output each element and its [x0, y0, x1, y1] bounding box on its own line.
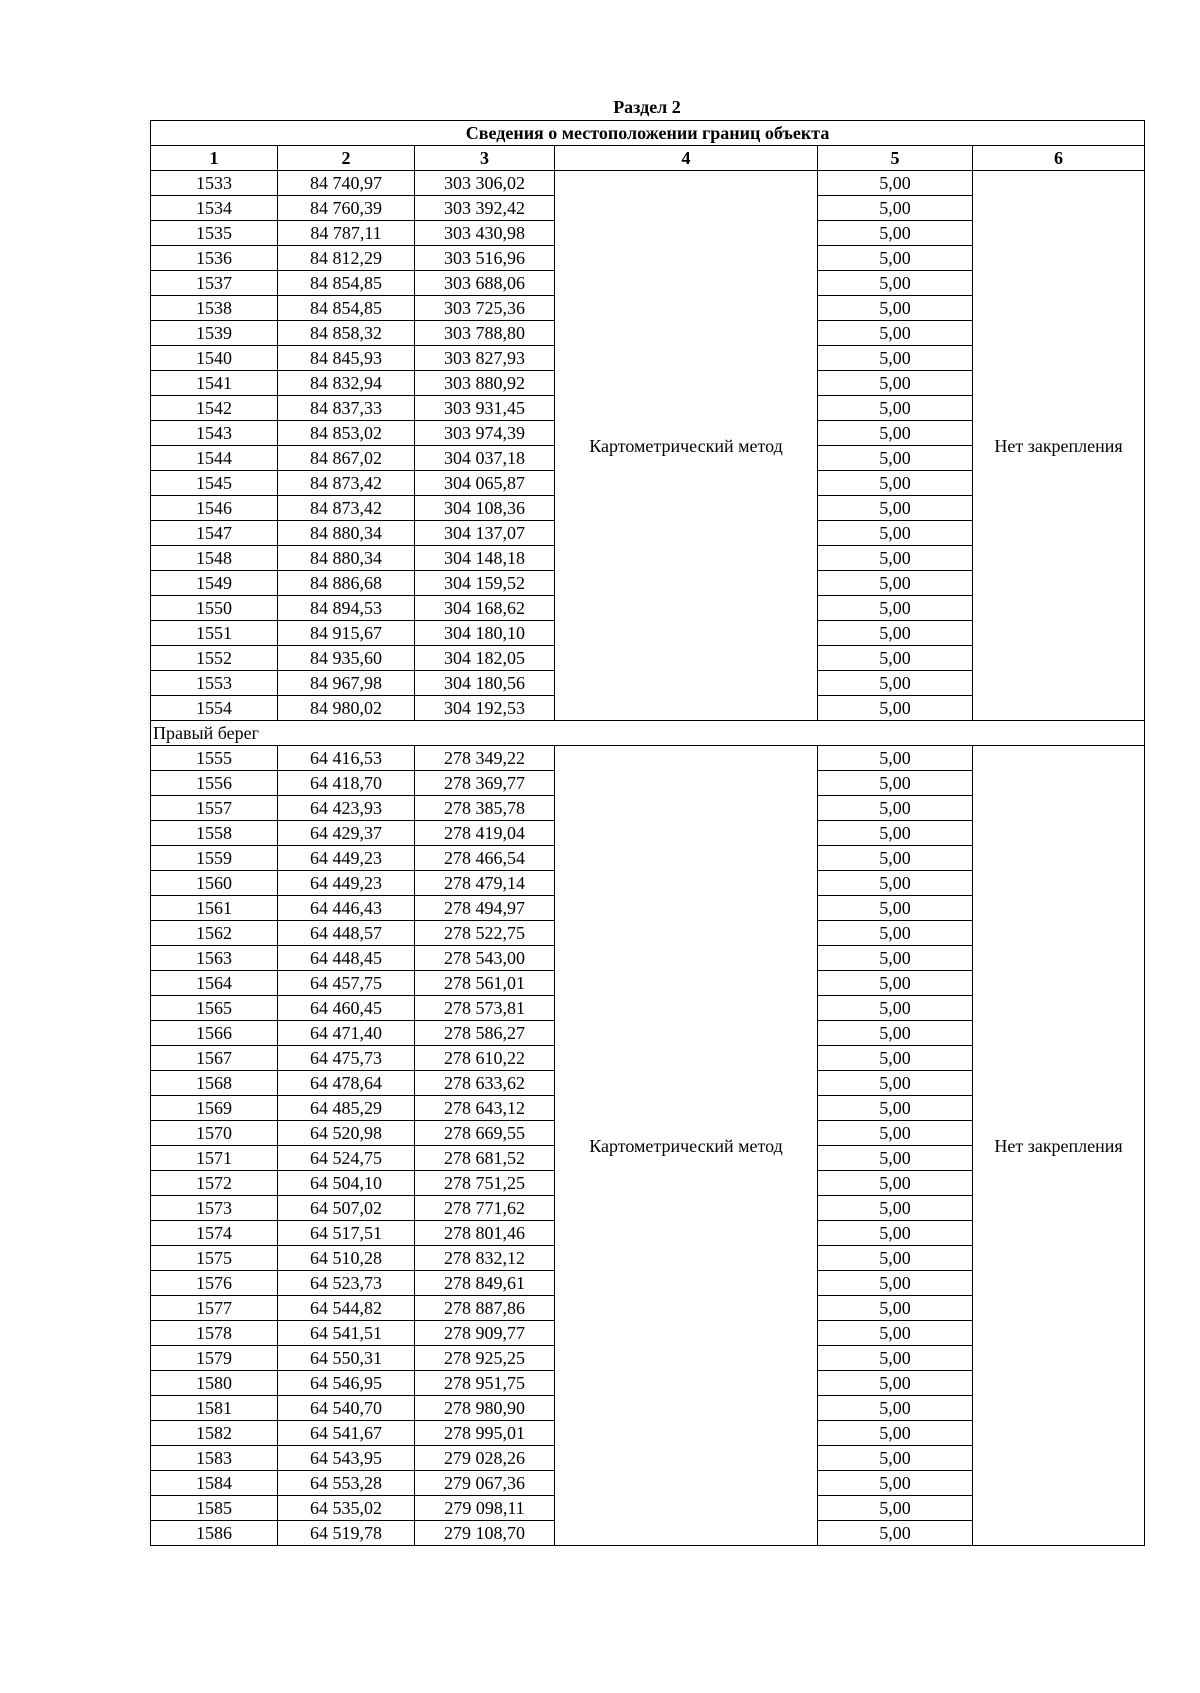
point-number-cell: 1553	[151, 671, 278, 696]
accuracy-cell: 5,00	[818, 271, 973, 296]
fixing-cell: Нет закрепления	[973, 171, 1145, 721]
point-number-cell: 1578	[151, 1321, 278, 1346]
point-number-cell: 1579	[151, 1346, 278, 1371]
group-label-row	[151, 721, 1145, 746]
x-coordinate-cell: 64 449,23	[278, 871, 415, 896]
x-coordinate-cell: 64 416,53	[278, 746, 415, 771]
y-coordinate-cell: 278 522,75	[415, 921, 555, 946]
point-number-cell: 1544	[151, 446, 278, 471]
y-coordinate-cell: 278 586,27	[415, 1021, 555, 1046]
point-number-cell: 1546	[151, 496, 278, 521]
point-number-cell: 1556	[151, 771, 278, 796]
y-coordinate-cell: 303 974,39	[415, 421, 555, 446]
x-coordinate-cell: 84 894,53	[278, 596, 415, 621]
y-coordinate-cell: 278 466,54	[415, 846, 555, 871]
accuracy-cell: 5,00	[818, 1246, 973, 1271]
x-coordinate-cell: 84 880,34	[278, 546, 415, 571]
point-number-cell: 1571	[151, 1146, 278, 1171]
point-number-cell: 1575	[151, 1246, 278, 1271]
x-coordinate-cell: 64 546,95	[278, 1371, 415, 1396]
x-coordinate-cell: 84 812,29	[278, 246, 415, 271]
point-number-cell: 1584	[151, 1471, 278, 1496]
y-coordinate-cell: 278 349,22	[415, 746, 555, 771]
x-coordinate-cell: 64 543,95	[278, 1446, 415, 1471]
accuracy-cell: 5,00	[818, 646, 973, 671]
y-coordinate-cell: 278 494,97	[415, 896, 555, 921]
accuracy-cell: 5,00	[818, 1271, 973, 1296]
x-coordinate-cell: 64 471,40	[278, 1021, 415, 1046]
x-coordinate-cell: 84 740,97	[278, 171, 415, 196]
y-coordinate-cell: 279 067,36	[415, 1471, 555, 1496]
point-number-cell: 1548	[151, 546, 278, 571]
y-coordinate-cell: 278 887,86	[415, 1296, 555, 1321]
x-coordinate-cell: 64 519,78	[278, 1521, 415, 1546]
x-coordinate-cell: 84 867,02	[278, 446, 415, 471]
accuracy-cell: 5,00	[818, 1196, 973, 1221]
accuracy-cell: 5,00	[818, 1421, 973, 1446]
point-number-cell: 1558	[151, 821, 278, 846]
point-number-cell: 1534	[151, 196, 278, 221]
point-number-cell: 1542	[151, 396, 278, 421]
accuracy-cell: 5,00	[818, 596, 973, 621]
accuracy-cell: 5,00	[818, 1471, 973, 1496]
y-coordinate-cell: 278 543,00	[415, 946, 555, 971]
y-coordinate-cell: 278 909,77	[415, 1321, 555, 1346]
accuracy-cell: 5,00	[818, 1121, 973, 1146]
accuracy-cell: 5,00	[818, 671, 973, 696]
y-coordinate-cell: 278 849,61	[415, 1271, 555, 1296]
table-title-row	[151, 121, 1145, 146]
accuracy-cell: 5,00	[818, 171, 973, 196]
y-coordinate-cell: 304 192,53	[415, 696, 555, 721]
x-coordinate-cell: 84 873,42	[278, 496, 415, 521]
accuracy-cell: 5,00	[818, 1446, 973, 1471]
accuracy-cell: 5,00	[818, 771, 973, 796]
point-number-cell: 1577	[151, 1296, 278, 1321]
method-cell: Картометрический метод	[555, 171, 818, 721]
accuracy-cell: 5,00	[818, 1371, 973, 1396]
point-number-cell: 1550	[151, 596, 278, 621]
x-coordinate-cell: 84 880,34	[278, 521, 415, 546]
point-number-cell: 1537	[151, 271, 278, 296]
point-number-cell: 1535	[151, 221, 278, 246]
point-number-cell: 1586	[151, 1521, 278, 1546]
accuracy-cell: 5,00	[818, 546, 973, 571]
accuracy-cell: 5,00	[818, 946, 973, 971]
column-header: 4	[555, 146, 818, 171]
x-coordinate-cell: 64 449,23	[278, 846, 415, 871]
point-number-cell: 1538	[151, 296, 278, 321]
table-title: Сведения о местоположении границ объекта	[151, 121, 1145, 146]
column-header: 1	[151, 146, 278, 171]
y-coordinate-cell: 278 369,77	[415, 771, 555, 796]
x-coordinate-cell: 64 457,75	[278, 971, 415, 996]
accuracy-cell: 5,00	[818, 846, 973, 871]
x-coordinate-cell: 84 845,93	[278, 346, 415, 371]
x-coordinate-cell: 84 873,42	[278, 471, 415, 496]
y-coordinate-cell: 278 610,22	[415, 1046, 555, 1071]
point-number-cell: 1551	[151, 621, 278, 646]
accuracy-cell: 5,00	[818, 496, 973, 521]
table-body	[151, 121, 1145, 1546]
y-coordinate-cell: 278 385,78	[415, 796, 555, 821]
x-coordinate-cell: 64 553,28	[278, 1471, 415, 1496]
y-coordinate-cell: 304 148,18	[415, 546, 555, 571]
x-coordinate-cell: 64 418,70	[278, 771, 415, 796]
x-coordinate-cell: 64 429,37	[278, 821, 415, 846]
y-coordinate-cell: 303 688,06	[415, 271, 555, 296]
column-header: 6	[973, 146, 1145, 171]
x-coordinate-cell: 84 854,85	[278, 271, 415, 296]
point-number-cell: 1562	[151, 921, 278, 946]
y-coordinate-cell: 304 065,87	[415, 471, 555, 496]
point-number-cell: 1573	[151, 1196, 278, 1221]
accuracy-cell: 5,00	[818, 1396, 973, 1421]
y-coordinate-cell: 278 561,01	[415, 971, 555, 996]
x-coordinate-cell: 84 787,11	[278, 221, 415, 246]
y-coordinate-cell: 278 479,14	[415, 871, 555, 896]
point-number-cell: 1566	[151, 1021, 278, 1046]
accuracy-cell: 5,00	[818, 796, 973, 821]
point-number-cell: 1561	[151, 896, 278, 921]
y-coordinate-cell: 304 180,10	[415, 621, 555, 646]
x-coordinate-cell: 84 853,02	[278, 421, 415, 446]
x-coordinate-cell: 64 507,02	[278, 1196, 415, 1221]
y-coordinate-cell: 303 516,96	[415, 246, 555, 271]
y-coordinate-cell: 278 832,12	[415, 1246, 555, 1271]
point-number-cell: 1569	[151, 1096, 278, 1121]
accuracy-cell: 5,00	[818, 896, 973, 921]
x-coordinate-cell: 84 837,33	[278, 396, 415, 421]
x-coordinate-cell: 64 540,70	[278, 1396, 415, 1421]
point-number-cell: 1541	[151, 371, 278, 396]
point-number-cell: 1572	[151, 1171, 278, 1196]
table-row	[151, 171, 1145, 196]
x-coordinate-cell: 64 517,51	[278, 1221, 415, 1246]
accuracy-cell: 5,00	[818, 321, 973, 346]
accuracy-cell: 5,00	[818, 1496, 973, 1521]
y-coordinate-cell: 279 108,70	[415, 1521, 555, 1546]
y-coordinate-cell: 303 392,42	[415, 196, 555, 221]
x-coordinate-cell: 64 541,51	[278, 1321, 415, 1346]
accuracy-cell: 5,00	[818, 696, 973, 721]
accuracy-cell: 5,00	[818, 246, 973, 271]
y-coordinate-cell: 303 788,80	[415, 321, 555, 346]
accuracy-cell: 5,00	[818, 371, 973, 396]
point-number-cell: 1568	[151, 1071, 278, 1096]
point-number-cell: 1552	[151, 646, 278, 671]
x-coordinate-cell: 64 423,93	[278, 796, 415, 821]
accuracy-cell: 5,00	[818, 971, 973, 996]
y-coordinate-cell: 278 951,75	[415, 1371, 555, 1396]
x-coordinate-cell: 64 544,82	[278, 1296, 415, 1321]
y-coordinate-cell: 303 880,92	[415, 371, 555, 396]
y-coordinate-cell: 303 725,36	[415, 296, 555, 321]
accuracy-cell: 5,00	[818, 1321, 973, 1346]
x-coordinate-cell: 64 460,45	[278, 996, 415, 1021]
accuracy-cell: 5,00	[818, 1521, 973, 1546]
y-coordinate-cell: 303 931,45	[415, 396, 555, 421]
y-coordinate-cell: 304 137,07	[415, 521, 555, 546]
point-number-cell: 1574	[151, 1221, 278, 1246]
x-coordinate-cell: 84 858,32	[278, 321, 415, 346]
x-coordinate-cell: 64 475,73	[278, 1046, 415, 1071]
table-row	[151, 746, 1145, 771]
y-coordinate-cell: 279 028,26	[415, 1446, 555, 1471]
accuracy-cell: 5,00	[818, 446, 973, 471]
point-number-cell: 1533	[151, 171, 278, 196]
column-header: 5	[818, 146, 973, 171]
y-coordinate-cell: 279 098,11	[415, 1496, 555, 1521]
x-coordinate-cell: 84 832,94	[278, 371, 415, 396]
point-number-cell: 1539	[151, 321, 278, 346]
accuracy-cell: 5,00	[818, 1296, 973, 1321]
y-coordinate-cell: 278 643,12	[415, 1096, 555, 1121]
group-label: Правый берег	[151, 721, 1145, 746]
accuracy-cell: 5,00	[818, 621, 973, 646]
point-number-cell: 1570	[151, 1121, 278, 1146]
y-coordinate-cell: 278 925,25	[415, 1346, 555, 1371]
x-coordinate-cell: 64 541,67	[278, 1421, 415, 1446]
accuracy-cell: 5,00	[818, 1221, 973, 1246]
x-coordinate-cell: 84 886,68	[278, 571, 415, 596]
x-coordinate-cell: 64 520,98	[278, 1121, 415, 1146]
y-coordinate-cell: 278 980,90	[415, 1396, 555, 1421]
y-coordinate-cell: 304 108,36	[415, 496, 555, 521]
accuracy-cell: 5,00	[818, 521, 973, 546]
y-coordinate-cell: 304 182,05	[415, 646, 555, 671]
accuracy-cell: 5,00	[818, 1046, 973, 1071]
point-number-cell: 1543	[151, 421, 278, 446]
point-number-cell: 1563	[151, 946, 278, 971]
x-coordinate-cell: 64 524,75	[278, 1146, 415, 1171]
point-number-cell: 1555	[151, 746, 278, 771]
accuracy-cell: 5,00	[818, 1171, 973, 1196]
point-number-cell: 1580	[151, 1371, 278, 1396]
x-coordinate-cell: 64 510,28	[278, 1246, 415, 1271]
y-coordinate-cell: 278 771,62	[415, 1196, 555, 1221]
y-coordinate-cell: 278 419,04	[415, 821, 555, 846]
point-number-cell: 1567	[151, 1046, 278, 1071]
y-coordinate-cell: 278 573,81	[415, 996, 555, 1021]
x-coordinate-cell: 84 915,67	[278, 621, 415, 646]
accuracy-cell: 5,00	[818, 1071, 973, 1096]
y-coordinate-cell: 278 681,52	[415, 1146, 555, 1171]
point-number-cell: 1545	[151, 471, 278, 496]
accuracy-cell: 5,00	[818, 471, 973, 496]
x-coordinate-cell: 64 550,31	[278, 1346, 415, 1371]
boundary-table	[150, 120, 1145, 1546]
x-coordinate-cell: 64 523,73	[278, 1271, 415, 1296]
accuracy-cell: 5,00	[818, 921, 973, 946]
x-coordinate-cell: 64 478,64	[278, 1071, 415, 1096]
accuracy-cell: 5,00	[818, 1021, 973, 1046]
point-number-cell: 1581	[151, 1396, 278, 1421]
accuracy-cell: 5,00	[818, 1096, 973, 1121]
point-number-cell: 1540	[151, 346, 278, 371]
x-coordinate-cell: 64 448,57	[278, 921, 415, 946]
x-coordinate-cell: 84 980,02	[278, 696, 415, 721]
x-coordinate-cell: 84 935,60	[278, 646, 415, 671]
y-coordinate-cell: 304 159,52	[415, 571, 555, 596]
point-number-cell: 1585	[151, 1496, 278, 1521]
x-coordinate-cell: 84 967,98	[278, 671, 415, 696]
y-coordinate-cell: 278 669,55	[415, 1121, 555, 1146]
accuracy-cell: 5,00	[818, 396, 973, 421]
y-coordinate-cell: 303 430,98	[415, 221, 555, 246]
accuracy-cell: 5,00	[818, 1346, 973, 1371]
column-header: 2	[278, 146, 415, 171]
y-coordinate-cell: 278 751,25	[415, 1171, 555, 1196]
point-number-cell: 1549	[151, 571, 278, 596]
accuracy-cell: 5,00	[818, 996, 973, 1021]
y-coordinate-cell: 303 306,02	[415, 171, 555, 196]
accuracy-cell: 5,00	[818, 221, 973, 246]
accuracy-cell: 5,00	[818, 421, 973, 446]
point-number-cell: 1559	[151, 846, 278, 871]
accuracy-cell: 5,00	[818, 821, 973, 846]
point-number-cell: 1576	[151, 1271, 278, 1296]
x-coordinate-cell: 64 446,43	[278, 896, 415, 921]
x-coordinate-cell: 64 535,02	[278, 1496, 415, 1521]
point-number-cell: 1547	[151, 521, 278, 546]
x-coordinate-cell: 84 854,85	[278, 296, 415, 321]
accuracy-cell: 5,00	[818, 871, 973, 896]
x-coordinate-cell: 84 760,39	[278, 196, 415, 221]
x-coordinate-cell: 64 504,10	[278, 1171, 415, 1196]
section-title: Раздел 2	[613, 97, 681, 117]
y-coordinate-cell: 304 037,18	[415, 446, 555, 471]
point-number-cell: 1565	[151, 996, 278, 1021]
point-number-cell: 1536	[151, 246, 278, 271]
y-coordinate-cell: 278 801,46	[415, 1221, 555, 1246]
point-number-cell: 1582	[151, 1421, 278, 1446]
x-coordinate-cell: 64 448,45	[278, 946, 415, 971]
point-number-cell: 1560	[151, 871, 278, 896]
fixing-cell: Нет закрепления	[973, 746, 1145, 1546]
point-number-cell: 1557	[151, 796, 278, 821]
accuracy-cell: 5,00	[818, 296, 973, 321]
y-coordinate-cell: 304 168,62	[415, 596, 555, 621]
point-number-cell: 1583	[151, 1446, 278, 1471]
method-cell: Картометрический метод	[555, 746, 818, 1546]
accuracy-cell: 5,00	[818, 1146, 973, 1171]
y-coordinate-cell: 278 995,01	[415, 1421, 555, 1446]
point-number-cell: 1564	[151, 971, 278, 996]
point-number-cell: 1554	[151, 696, 278, 721]
accuracy-cell: 5,00	[818, 571, 973, 596]
x-coordinate-cell: 64 485,29	[278, 1096, 415, 1121]
y-coordinate-cell: 304 180,56	[415, 671, 555, 696]
accuracy-cell: 5,00	[818, 346, 973, 371]
accuracy-cell: 5,00	[818, 746, 973, 771]
y-coordinate-cell: 278 633,62	[415, 1071, 555, 1096]
column-header-row	[151, 146, 1145, 171]
column-header: 3	[415, 146, 555, 171]
accuracy-cell: 5,00	[818, 196, 973, 221]
y-coordinate-cell: 303 827,93	[415, 346, 555, 371]
